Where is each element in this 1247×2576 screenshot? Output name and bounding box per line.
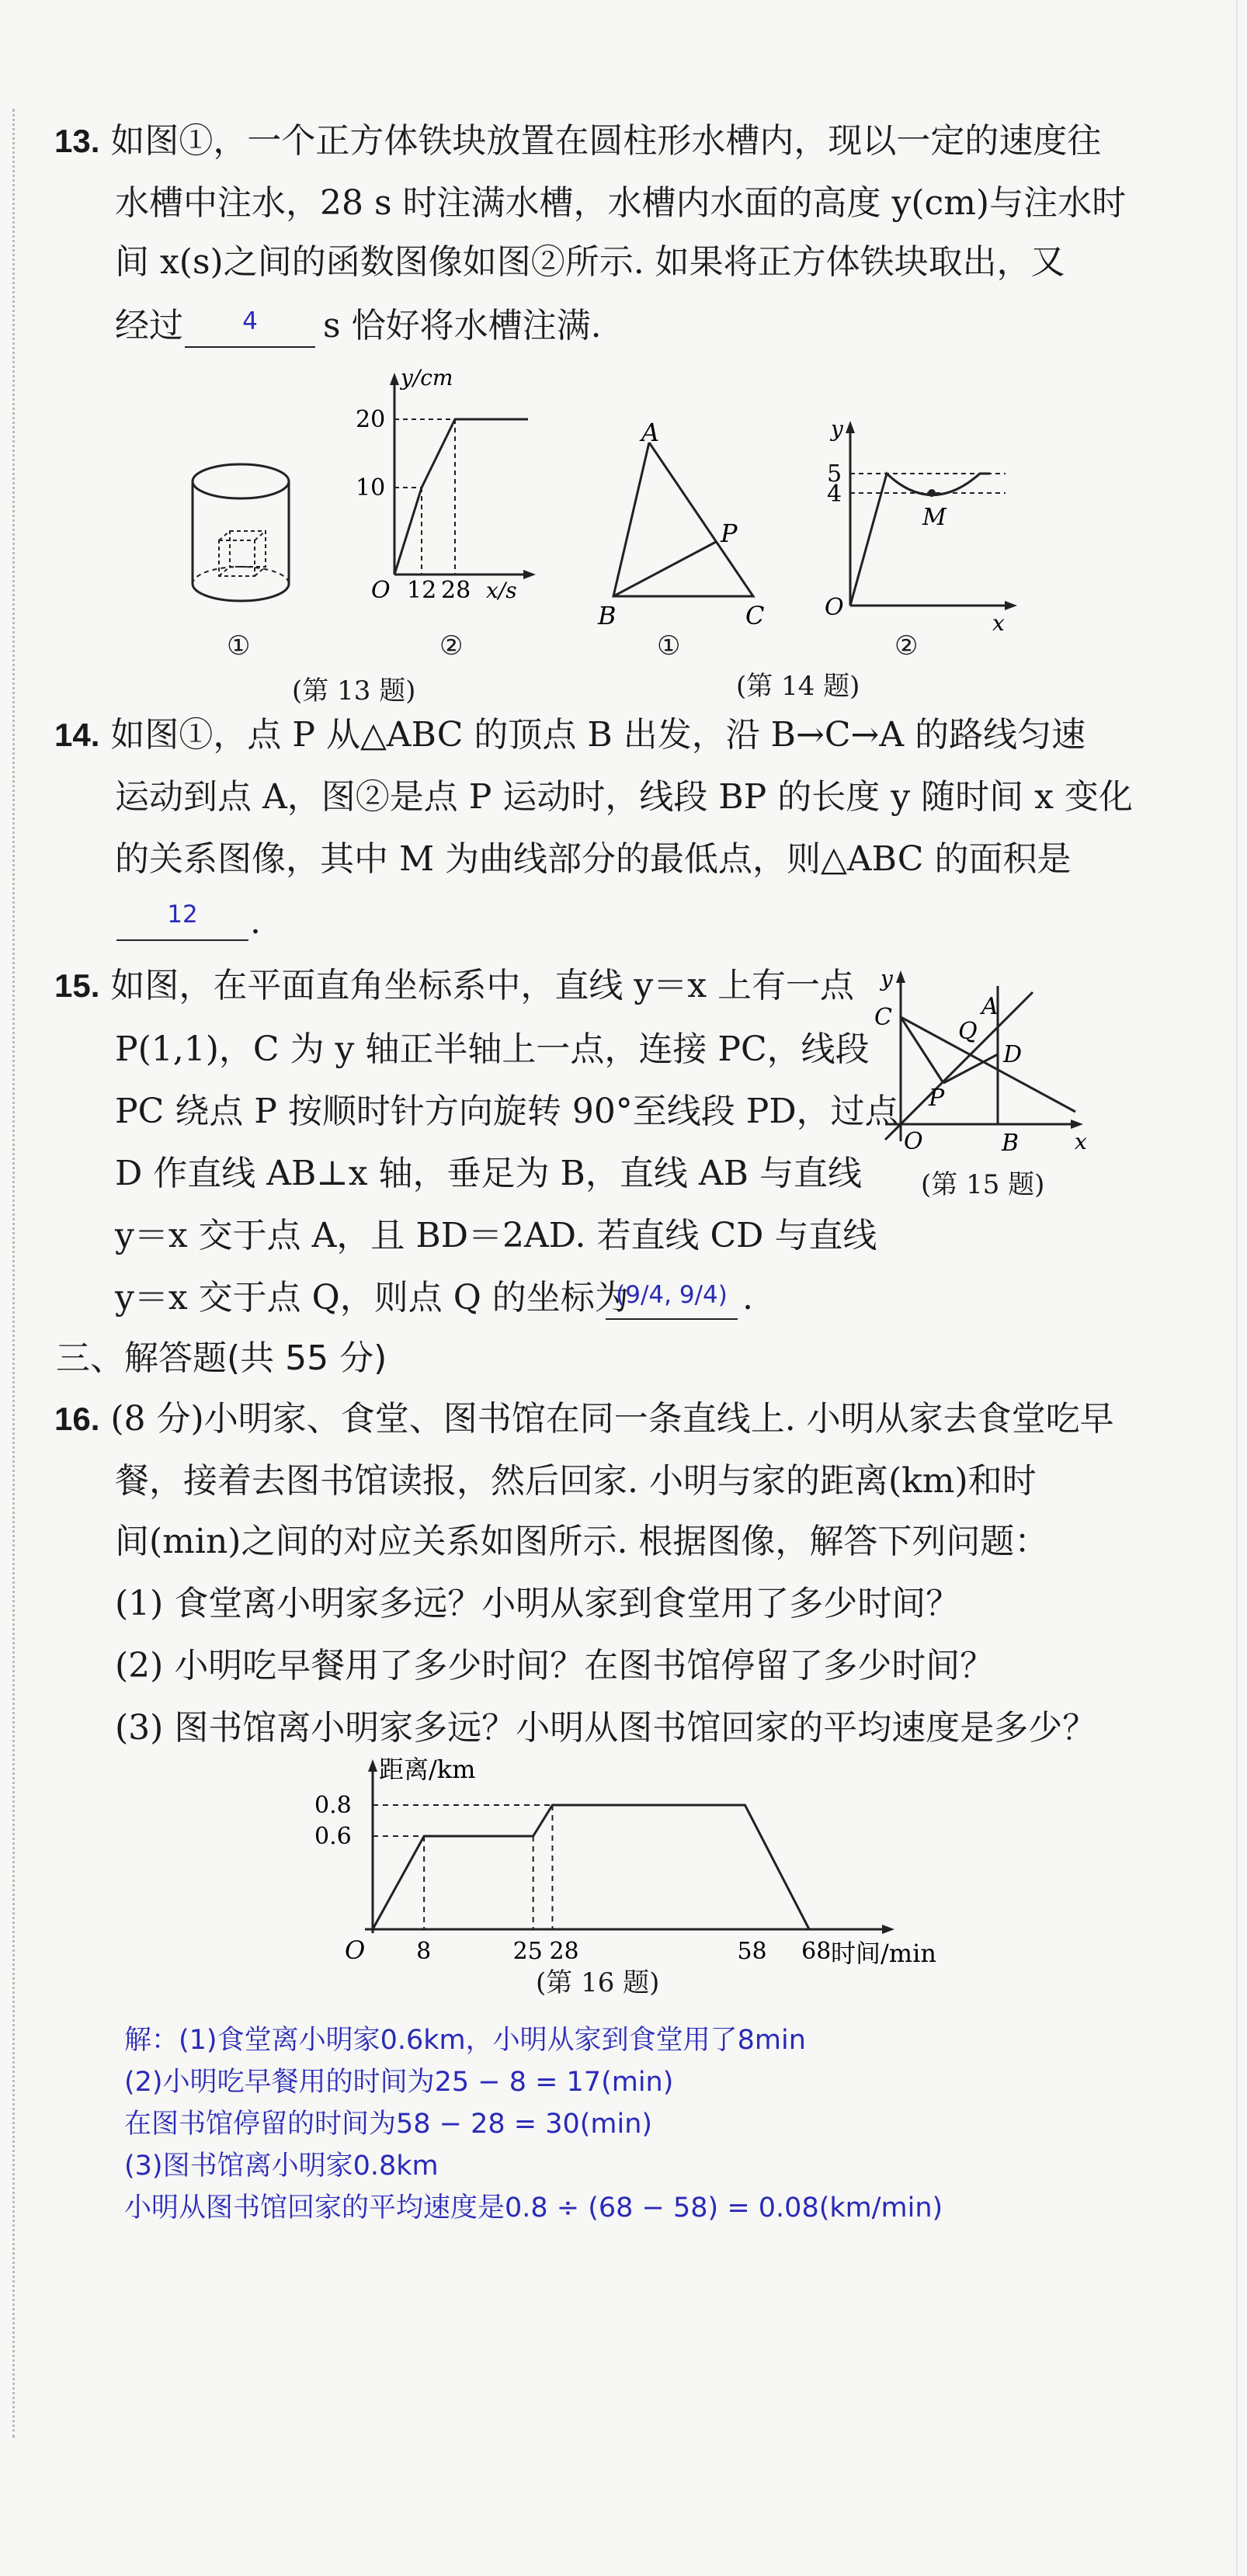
q15-label-C: C <box>874 1004 892 1031</box>
q16-number: 16. <box>54 1401 100 1437</box>
q14-line-2: 运动到点 A，图②是点 P 运动时，线段 BP 的长度 y 随时间 x 变化 <box>115 777 1133 817</box>
q14-label-B: B <box>598 601 617 630</box>
q16-x-axis-label: 时间/min <box>831 1939 936 1968</box>
q14-fig2-graph <box>800 411 1025 637</box>
q15-line-2: P(1,1)，C 为 y 轴正半轴上一点，连接 PC，线段 <box>115 1029 870 1069</box>
q15-line-5: y＝x 交于点 A，且 BD＝2AD. 若直线 CD 与直线 <box>115 1216 877 1255</box>
q16-origin: O <box>345 1935 366 1965</box>
y-tick-0.6: 0.6 <box>314 1823 352 1850</box>
q15-label-A: A <box>981 993 999 1020</box>
q13-caption: (第 13 题) <box>292 675 416 706</box>
q16-series-line <box>373 1805 809 1929</box>
q14-y-tick-4: 4 <box>827 481 842 508</box>
q16-question-2: (2) 小明吃早餐用了多少时间？在图书馆停留了多少时间？ <box>115 1646 995 1686</box>
q13-y-tick-10: 10 <box>356 474 386 502</box>
q14-y-axis-label: y <box>831 416 843 442</box>
x-tick-28: 28 <box>549 1938 579 1965</box>
q15-y-axis-label: y <box>881 966 893 991</box>
q14-answer: 12 <box>167 901 198 929</box>
solution-line-1: 解：(1)食堂离小明家0.6km，小明从家到食堂用了8min <box>124 2025 806 2056</box>
q13-number: 13. <box>54 123 100 159</box>
q16-question-1: (1) 食堂离小明家多远？小明从家到食堂用了多少时间？ <box>115 1584 960 1623</box>
q13-x-axis-label: x/s <box>486 578 517 603</box>
q14-number: 14. <box>54 717 100 753</box>
q15-answer-blank <box>606 1318 738 1320</box>
q15-caption: (第 15 题) <box>921 1169 1045 1200</box>
q15-x-axis-label: x <box>1075 1129 1087 1154</box>
right-page-edge <box>1236 0 1238 2576</box>
q14-answer-blank <box>116 939 248 941</box>
q13-fig1-cylinder-with-cube <box>179 450 303 621</box>
q15-label-D: D <box>1003 1041 1023 1068</box>
q16-distance-time-chart <box>303 1755 936 1988</box>
q15-line-6: y＝x 交于点 Q，则点 Q 的坐标为 <box>115 1278 629 1318</box>
x-tick-68: 68 <box>801 1938 832 1965</box>
q14-origin: O <box>825 594 844 621</box>
q15-text: 如图，在平面直角坐标系中，直线 y＝x 上有一点 <box>110 966 855 1005</box>
q15-answer: (9/4, 9/4) <box>616 1281 728 1309</box>
q13-x-tick-28: 28 <box>441 577 471 604</box>
q15-line-4: D 作直线 AB⊥x 轴，垂足为 B，直线 AB 与直线 <box>115 1154 862 1193</box>
q14-label-C: C <box>745 601 765 630</box>
q14-line-3: 的关系图像，其中 M 为曲线部分的最低点，则△ABC 的面积是 <box>115 839 1072 879</box>
q13-y-tick-20: 20 <box>356 406 386 433</box>
q13-line-4b: s 恰好将水槽注满. <box>323 306 602 345</box>
y-tick-0.8: 0.8 <box>314 1792 352 1819</box>
q13-fig2-label: ② <box>439 630 464 661</box>
x-tick-25: 25 <box>512 1938 543 1965</box>
q13-fig1-label: ① <box>227 630 251 661</box>
q13-fig2-water-graph <box>342 365 544 621</box>
q16-text: (8 分)小明家、食堂、图书馆在同一条直线上. 小明从家去食堂吃早 <box>110 1399 1114 1439</box>
q14-fig1-triangle <box>590 418 776 630</box>
q16-line-2: 餐，接着去图书馆读报，然后回家. 小明与家的距离(km)和时 <box>115 1461 1037 1501</box>
q15-label-B: B <box>1002 1130 1019 1157</box>
q13-line-4a: 经过 <box>115 306 183 345</box>
q13-x-tick-12: 12 <box>407 577 437 604</box>
solution-line-5: 小明从图书馆回家的平均速度是0.8 ÷ (68 − 58) = 0.08(km/min) <box>124 2192 943 2224</box>
solution-line-3: 在图书馆停留的时间为58 − 28 = 30(min) <box>124 2109 653 2140</box>
q14-caption: (第 14 题) <box>736 671 860 702</box>
q13-y-axis-label: y/cm <box>401 365 453 391</box>
q14-fig1-label: ① <box>657 630 681 661</box>
q13-answer: 4 <box>242 307 258 335</box>
q15-origin: O <box>904 1128 923 1155</box>
q15-line-3: PC 绕点 P 按顺时针方向旋转 90°至线段 PD，过点 <box>115 1092 899 1131</box>
q15-line-1 <box>54 966 855 1005</box>
x-tick-58: 58 <box>737 1938 767 1965</box>
q15-figure-coordinate <box>870 963 1103 1165</box>
solution-line-4: (3)图书馆离小明家0.8km <box>124 2151 439 2182</box>
q15-label-Q: Q <box>958 1018 978 1045</box>
q14-label-P: P <box>721 519 738 548</box>
section-3-heading: 三、解答题(共 55 分) <box>56 1338 387 1378</box>
q13-line-3: 间 x(s)之间的函数图像如图②所示. 如果将正方体铁块取出，又 <box>115 242 1065 282</box>
q13-text: 如图①，一个正方体铁块放置在圆柱形水槽内，现以一定的速度往 <box>110 121 1102 161</box>
solution-line-2: (2)小明吃早餐用的时间为25 − 8 = 17(min) <box>124 2067 674 2098</box>
q16-line-1 <box>54 1399 1114 1439</box>
q16-line-3: 间(min)之间的对应关系如图所示. 根据图像，解答下列问题： <box>115 1522 1049 1561</box>
x-tick-8: 8 <box>416 1938 432 1965</box>
q13-line-2: 水槽中注水，28 s 时注满水槽，水槽内水面的高度 y(cm)与注水时 <box>115 183 1127 223</box>
q14-line-1 <box>54 715 1086 755</box>
q16-question-3: (3) 图书馆离小明家多远？小明从图书馆回家的平均速度是多少？ <box>115 1708 1097 1748</box>
left-dotted-margin <box>12 109 15 2438</box>
q14-fig2-label: ② <box>894 630 919 661</box>
q15-number: 15. <box>54 967 100 1004</box>
q15-label-P: P <box>929 1085 945 1112</box>
q16-y-axis-label: 距离/km <box>379 1755 476 1784</box>
q14-period: . <box>250 902 261 942</box>
q14-label-A: A <box>641 418 660 447</box>
q16-caption: (第 16 题) <box>536 1967 660 1998</box>
q14-text: 如图①，点 P 从△ABC 的顶点 B 出发，沿 B→C→A 的路线匀速 <box>110 715 1086 755</box>
q13-line-1 <box>54 121 1102 161</box>
q14-y-tick-5: 5 <box>827 460 842 488</box>
q15-period: . <box>742 1278 753 1318</box>
q14-min-point-M: M <box>922 504 947 531</box>
q14-x-axis-label: x <box>992 610 1005 636</box>
q13-origin: O <box>371 577 391 604</box>
q13-answer-blank <box>185 346 315 348</box>
